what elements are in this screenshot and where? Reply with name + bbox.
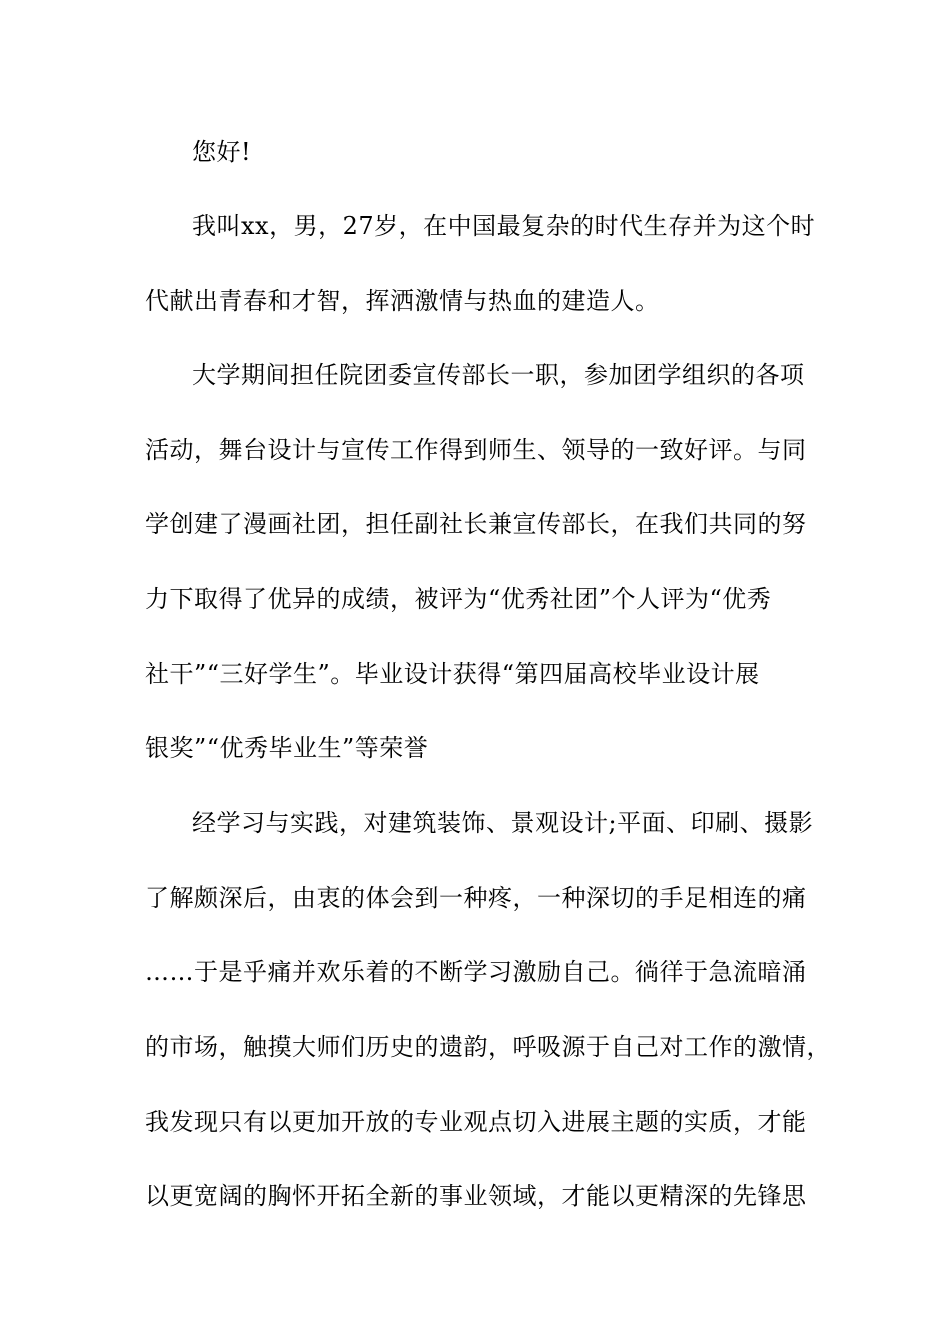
paragraph-1-line-2: 代献出青春和才智，挥洒激情与热血的建造人。 [145,287,660,315]
paragraph-3-line-3: ……于是乎痛并欢乐着的不断学习激励自己。徜徉于急流暗涌 [145,958,807,986]
paragraph-3-line-5: 我发现只有以更加开放的专业观点切入进展主题的实质，才能 [145,1108,807,1136]
paragraph-3-line-4: 的市场，触摸大师们历史的遗韵，呼吸源于自己对工作的激情， [145,1033,831,1061]
paragraph-2-line-4: 力下取得了优异的成绩，被评为“优秀社团”个人评为“优秀 [145,585,772,613]
paragraph-2-line-1: 大学期间担任院团委宣传部长一职，参加团学组织的各项 [192,361,805,389]
paragraph-3-line-2: 了解颇深后，由衷的体会到一种疼，一种深切的手足相连的痛 [145,884,807,912]
paragraph-2-line-5: 社干”“三好学生”。毕业设计获得“第四届高校毕业设计展 [145,660,760,688]
paragraph-3-line-6: 以更宽阔的胸怀开拓全新的事业领域，才能以更精深的先锋思 [145,1182,807,1210]
paragraph-3-line-1: 经学习与实践，对建筑装饰、景观设计;平面、印刷、摄影 [192,809,814,837]
paragraph-2-line-2: 活动，舞台设计与宣传工作得到师生、领导的一致好评。与同 [145,436,807,464]
paragraph-2-line-6: 银奖”“优秀毕业生”等荣誉 [145,734,429,762]
paragraph-1-line-1: 我叫xx，男，27岁，在中国最复杂的时代生存并为这个时 [192,212,816,240]
paragraph-2-line-3: 学创建了漫画社团，担任副社长兼宣传部长，在我们共同的努 [145,510,807,538]
greeting-line: 您好! [192,138,252,166]
